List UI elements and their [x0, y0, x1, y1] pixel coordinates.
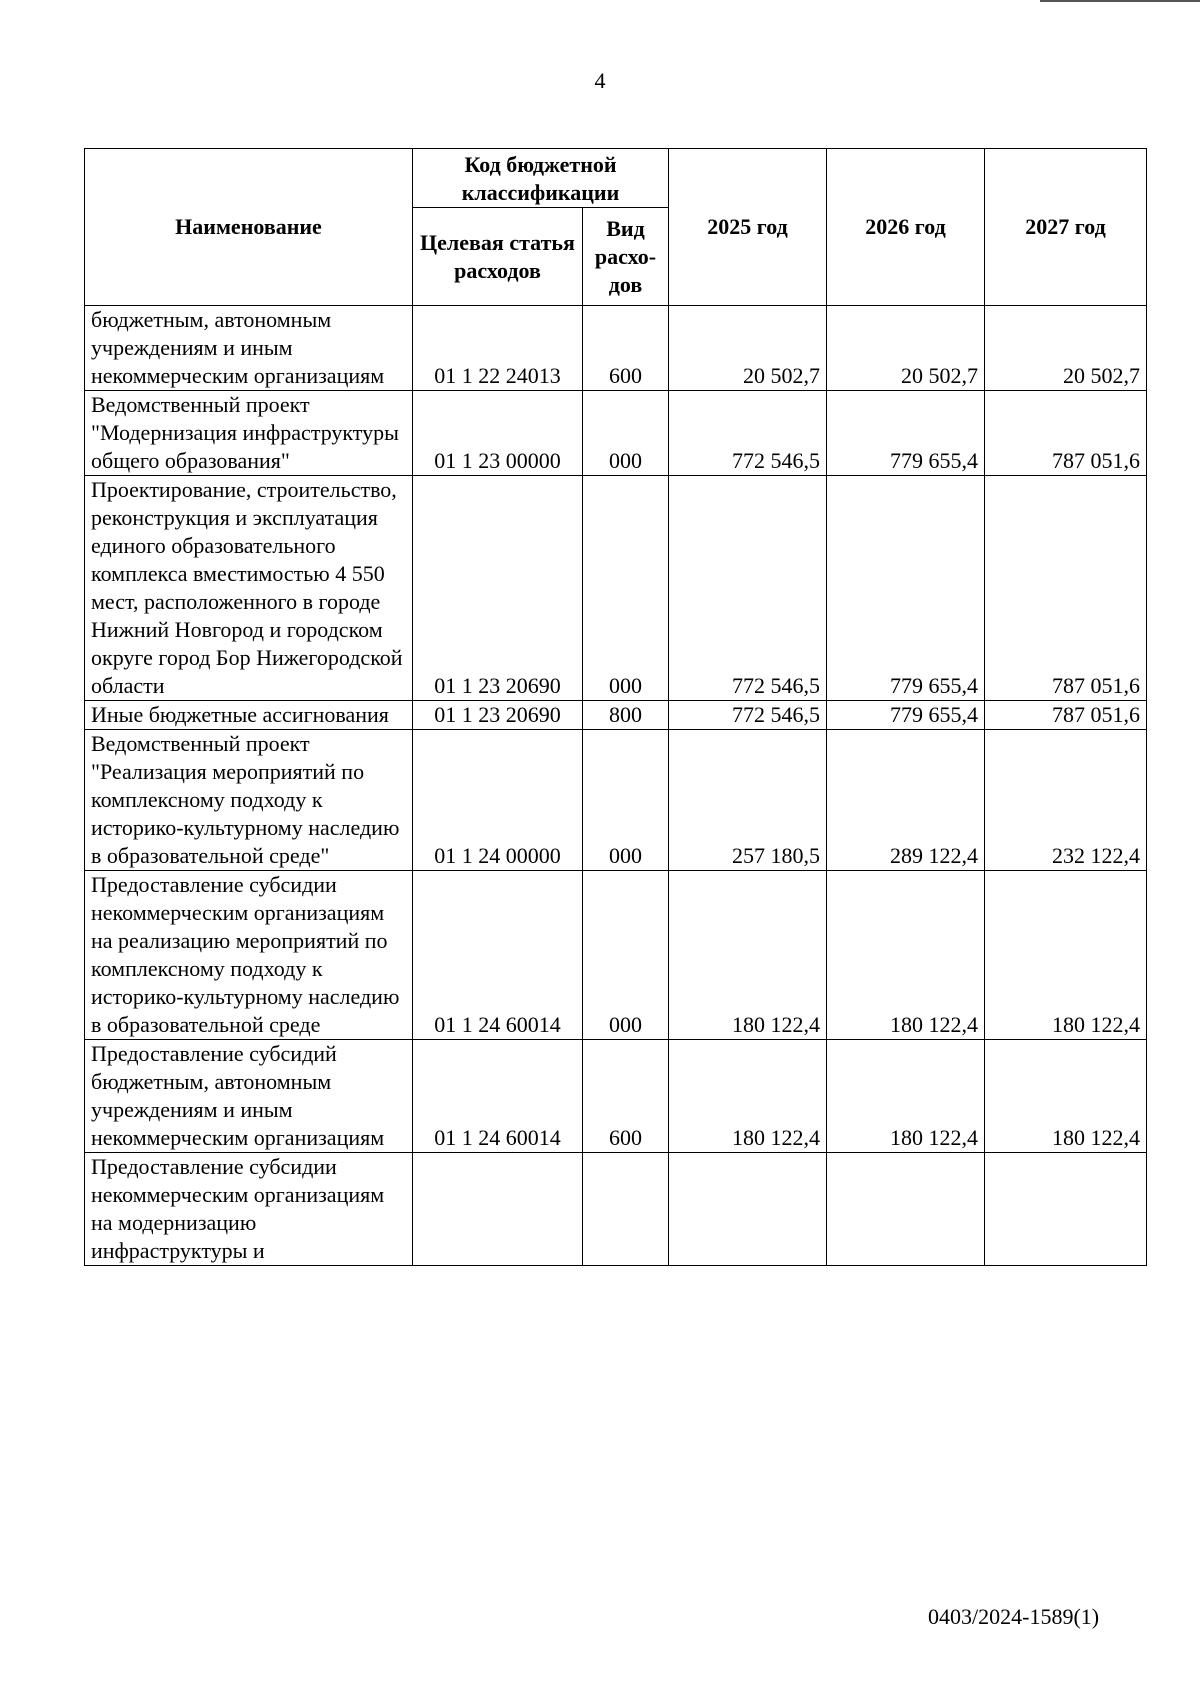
row-2025-cell: 772 546,5: [669, 391, 827, 476]
row-2027-cell: 232 122,4: [985, 730, 1147, 871]
table-row: [85, 1040, 1147, 1153]
row-name-cell: бюджетным, автономным учреждениям и иным некоммерческим организациям: [85, 306, 413, 391]
row-2026-cell: 180 122,4: [827, 1040, 985, 1153]
table-header: [85, 149, 1147, 306]
row-2027-cell: 787 051,6: [985, 391, 1147, 476]
row-expense-kind-cell: [583, 1153, 669, 1266]
header-2025: 2025 год: [669, 149, 827, 306]
row-target-code-cell: 01 1 24 60014: [413, 1040, 583, 1153]
row-2025-cell: 180 122,4: [669, 871, 827, 1040]
row-2026-cell: 180 122,4: [827, 871, 985, 1040]
top-edge-line: [1040, 0, 1200, 2]
row-2026-cell: [827, 1153, 985, 1266]
row-2027-cell: 20 502,7: [985, 306, 1147, 391]
row-2025-cell: 772 546,5: [669, 476, 827, 701]
row-target-code-cell: [413, 1153, 583, 1266]
document-code: 0403/2024-1589(1): [928, 1604, 1100, 1629]
row-2025-cell: 257 180,5: [669, 730, 827, 871]
row-2026-cell: 779 655,4: [827, 391, 985, 476]
row-2027-cell: 787 051,6: [985, 701, 1147, 730]
header-name: Наименование: [85, 149, 413, 306]
row-target-code-cell: 01 1 22 24013: [413, 306, 583, 391]
row-expense-kind-cell: 000: [583, 871, 669, 1040]
table-row: [85, 476, 1147, 701]
header-2027: 2027 год: [985, 149, 1147, 306]
row-2026-cell: 779 655,4: [827, 701, 985, 730]
row-2025-cell: 20 502,7: [669, 306, 827, 391]
row-2026-cell: 289 122,4: [827, 730, 985, 871]
row-2027-cell: [985, 1153, 1147, 1266]
row-2025-cell: 180 122,4: [669, 1040, 827, 1153]
row-expense-kind-cell: 600: [583, 1040, 669, 1153]
row-target-code-cell: 01 1 23 20690: [413, 476, 583, 701]
row-expense-kind-cell: 600: [583, 306, 669, 391]
row-name-cell: Иные бюджетные ассигнования: [85, 701, 413, 730]
table-row: [85, 1153, 1147, 1266]
row-target-code-cell: 01 1 23 00000: [413, 391, 583, 476]
row-name-cell: Предоставление субсидий бюджетным, автономным учреждениям и иным некоммерческим организациям: [85, 1040, 413, 1153]
row-name-cell: Предоставление субсидии некоммерческим организациям на реализацию мероприятий по комплексному подходу к историко-культурному наследию в образовательной среде: [85, 871, 413, 1040]
table-row: [85, 730, 1147, 871]
row-2027-cell: 787 051,6: [985, 476, 1147, 701]
table-row: [85, 306, 1147, 391]
row-expense-kind-cell: 000: [583, 730, 669, 871]
row-name-cell: Проектирование, строительство, реконструкция и эксплуатация единого образовательного комплекса вместимостью 4 550 мест, расположенного в городе Нижний Новгород и городском округе город Бор Нижегородской области: [85, 476, 413, 701]
row-2026-cell: 779 655,4: [827, 476, 985, 701]
table-body: [85, 306, 1147, 1266]
row-target-code-cell: 01 1 24 60014: [413, 871, 583, 1040]
header-kbk-group: Код бюджетной классификации: [413, 149, 669, 208]
row-name-cell: Ведомственный проект "Модернизация инфраструктуры общего образования": [85, 391, 413, 476]
table-row: [85, 391, 1147, 476]
header-target-article: Целевая статья расходов: [413, 208, 583, 306]
page-number: 4: [594, 68, 606, 93]
row-expense-kind-cell: 000: [583, 391, 669, 476]
row-name-cell: Ведомственный проект "Реализация мероприятий по комплексному подходу к историко-культурному наследию в образовательной среде": [85, 730, 413, 871]
row-target-code-cell: 01 1 23 20690: [413, 701, 583, 730]
row-2025-cell: 772 546,5: [669, 701, 827, 730]
row-expense-kind-cell: 800: [583, 701, 669, 730]
row-expense-kind-cell: 000: [583, 476, 669, 701]
row-target-code-cell: 01 1 24 00000: [413, 730, 583, 871]
table-row: [85, 871, 1147, 1040]
budget-table: [84, 148, 1147, 1266]
table-row: [85, 701, 1147, 730]
row-2025-cell: [669, 1153, 827, 1266]
row-2026-cell: 20 502,7: [827, 306, 985, 391]
row-name-cell: Предоставление субсидии некоммерческим организациям на модернизацию инфраструктуры и: [85, 1153, 413, 1266]
row-2027-cell: 180 122,4: [985, 871, 1147, 1040]
header-expense-kind: Вид расхо-дов: [583, 208, 669, 306]
row-2027-cell: 180 122,4: [985, 1040, 1147, 1153]
header-2026: 2026 год: [827, 149, 985, 306]
